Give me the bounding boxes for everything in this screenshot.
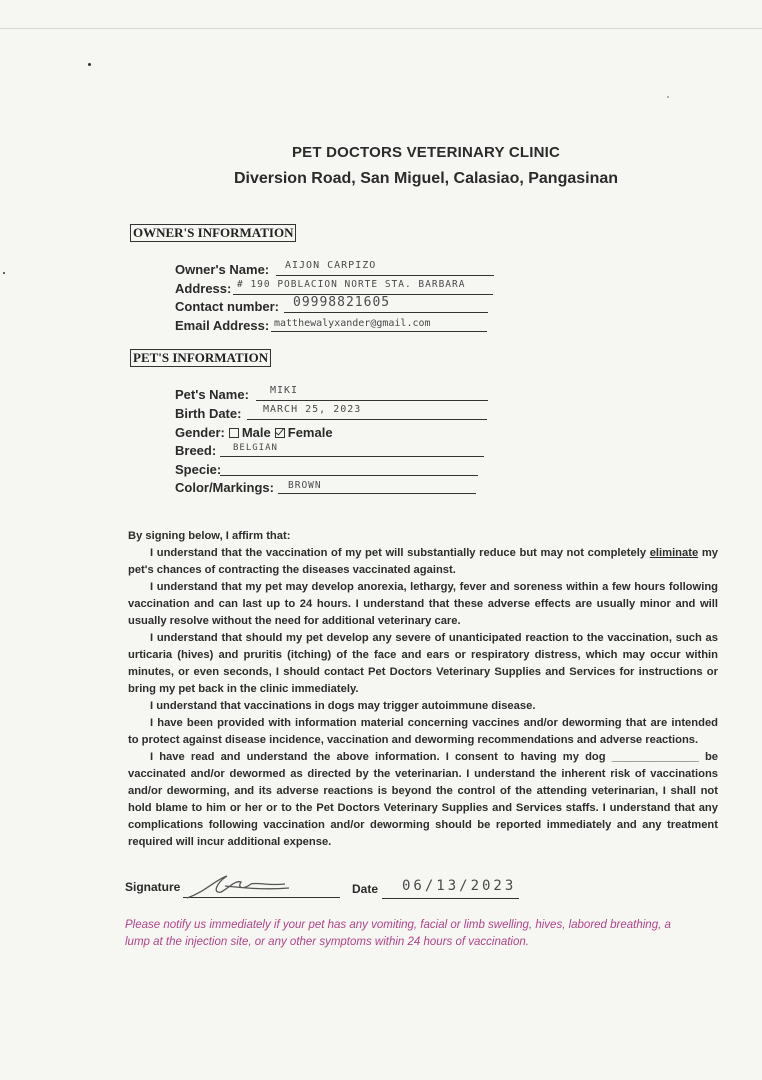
male-checkbox[interactable] — [229, 428, 239, 438]
owner-section-heading: OWNER'S INFORMATION — [130, 224, 296, 242]
pet-birth-label: Birth Date: — [175, 406, 242, 421]
owner-address-field[interactable] — [175, 279, 466, 296]
pet-color-value: BROWN — [288, 480, 322, 491]
owner-email-value: matthewalyxander@gmail.com — [274, 318, 431, 329]
scan-speck — [667, 96, 669, 98]
pet-color-field[interactable] — [175, 480, 322, 495]
dog-name-blank[interactable]: ______________ — [611, 751, 699, 763]
owner-contact-value: 09998821605 — [293, 295, 391, 310]
owner-name-value: AIJON CARPIZO — [285, 260, 377, 271]
pet-color-label: Color/Markings: — [175, 480, 274, 495]
owner-contact-label: Contact number: — [175, 299, 279, 314]
consent-paragraph-4: I understand that vaccinations in dogs may trigger autoimmune disease. — [150, 700, 536, 712]
consent-paragraph-5: I have been provided with information material concerning vaccines and/or deworming that are intended to protect against disease incidence, vaccination and deworming recommendations and adverse reactions. — [128, 717, 718, 746]
owner-name-field[interactable] — [175, 260, 377, 277]
pet-specie-label: Specie: — [175, 462, 222, 477]
consent-paragraph-3: I understand that should my pet develop any severe of unanticipated reaction to the vaccination, such as urticaria (hives) and pruritis (itching) of the face and ears or respiratory distress, which may occur within minutes, or even seconds, I should contact Pet Doctors Veterinary Supplies and Services for instructions or bring my pet back in the clinic immediately. — [128, 632, 718, 695]
consent-text — [128, 528, 718, 851]
post-vaccination-notice: Please notify us immediately if your pet has any vomiting, facial or limb swelling, hives, labored breathing, a lump at the injection site, or any other symptoms within 24 hours of vaccination. — [125, 919, 671, 948]
consent-paragraph-1: I understand that the vaccination of my pet will substantially reduce but may not completely eliminate my pet's chances of contracting the diseases vaccinated against. — [128, 547, 718, 576]
male-label: Male — [241, 425, 271, 440]
scan-speck — [3, 272, 5, 274]
date-label: Date — [352, 882, 379, 896]
owner-address-label: Address: — [175, 281, 232, 296]
owner-name-label: Owner's Name: — [175, 262, 270, 277]
pet-gender-field[interactable] — [175, 425, 333, 440]
owner-email-field[interactable] — [175, 318, 431, 333]
pet-birth-field[interactable] — [175, 404, 362, 421]
handwritten-signature — [185, 872, 295, 902]
date-line[interactable] — [382, 898, 519, 899]
consent-paragraph-2: I understand that my pet may develop anorexia, lethargy, fever and soreness within a few hours following vaccination and can last up to 24 hours. I understand that these adverse effects are usually minor and will usually resolve without the need for additional veterinary care. — [128, 581, 718, 627]
pet-birth-value: MARCH 25, 2023 — [263, 404, 362, 415]
clinic-address: Diversion Road, San Miguel, Calasiao, Pangasinan — [233, 170, 619, 187]
clinic-name: PET DOCTORS VETERINARY CLINIC — [291, 144, 561, 161]
scan-speck — [88, 63, 91, 66]
pet-name-value: MIKI — [270, 385, 299, 396]
owner-contact-field[interactable] — [175, 295, 391, 314]
pet-breed-label: Breed: — [175, 443, 217, 458]
signature-label: Signature — [125, 880, 181, 894]
date-value: 06/13/2023 — [402, 878, 517, 894]
female-checkbox[interactable] — [275, 428, 285, 438]
pet-breed-field[interactable] — [175, 443, 278, 458]
owner-email-label: Email Address: — [175, 318, 270, 333]
owner-address-value: # 190 POBLACION NORTE STA. BARBARA — [237, 279, 466, 290]
scan-edge-line — [0, 28, 762, 29]
pet-specie-field[interactable] — [175, 462, 221, 477]
consent-paragraph-6: I have read and understand the above information. I consent to having my dog ______________ be vaccinated and/or dewormed as directed by the veterinarian. I understand the inherent risk of vaccinations and/or deworming, and its adverse reactions is beyond the control of the attending veterinarian, I shall not hold blame to him or her or to the Pet Doctors Veterinary Supplies and Services staffs. I understand that any complications following vaccination and/or deworming should be reported immediately and any treatment required will incur additional expense. — [128, 751, 719, 848]
pet-breed-value: BELGIAN — [233, 443, 278, 453]
pet-name-label: Pet's Name: — [175, 387, 249, 402]
pet-gender-label: Gender: — [175, 425, 225, 440]
pet-name-field[interactable] — [175, 385, 299, 402]
pet-section-heading: PET'S INFORMATION — [130, 349, 271, 367]
female-label: Female — [287, 425, 333, 440]
consent-intro: By signing below, I affirm that: — [128, 530, 291, 542]
